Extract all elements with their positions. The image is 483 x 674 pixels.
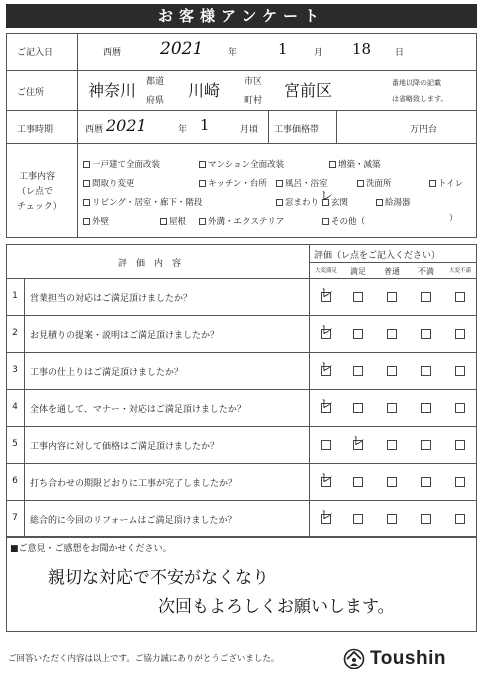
price-range-label: 工事価格帯 bbox=[274, 125, 320, 135]
fill-date-era: 西暦 bbox=[103, 48, 122, 58]
work-option[interactable] bbox=[83, 196, 202, 208]
work-period-month-unit: 月頃 bbox=[240, 125, 259, 135]
checkbox[interactable] bbox=[83, 199, 90, 206]
address-label: ご住所 bbox=[17, 88, 45, 98]
rating-tick-mark: レ bbox=[320, 286, 334, 301]
fill-date-month-unit: 月 bbox=[314, 48, 324, 58]
checkbox[interactable] bbox=[160, 218, 167, 225]
work-period-month[interactable]: 1 bbox=[200, 116, 210, 134]
checkbox[interactable] bbox=[376, 199, 383, 206]
rating-checkbox[interactable] bbox=[421, 440, 431, 450]
work-option-label: 窓まわり bbox=[285, 198, 320, 208]
rating-checkbox[interactable] bbox=[455, 329, 465, 339]
checkbox[interactable] bbox=[429, 180, 436, 187]
rating-checkbox[interactable] bbox=[321, 440, 331, 450]
rating-tick-mark: レ bbox=[320, 397, 334, 412]
work-option-label: 外溝・エクステリア bbox=[208, 217, 285, 227]
rating-level-header: 普通 bbox=[384, 267, 400, 276]
work-option[interactable] bbox=[329, 158, 381, 170]
question-text: 全体を通して、マナー・対応はご満足頂けましたか？ bbox=[30, 405, 246, 415]
work-content-label-3: チェック） bbox=[17, 202, 62, 212]
fill-date-year-unit: 年 bbox=[228, 48, 238, 58]
address-prefecture[interactable]: 神奈川 bbox=[88, 81, 137, 100]
work-option[interactable] bbox=[320, 189, 349, 208]
question-number: 7 bbox=[12, 513, 18, 523]
checkbox[interactable] bbox=[199, 161, 206, 168]
work-option-label: マンション全面改装 bbox=[208, 160, 285, 170]
rating-checkbox[interactable] bbox=[455, 366, 465, 376]
work-content-label-1: 工事内容 bbox=[19, 172, 56, 182]
work-option-label: 玄関 bbox=[331, 198, 349, 208]
work-period-label: 工事時期 bbox=[17, 125, 54, 135]
price-range-unit: 万円台 bbox=[410, 125, 438, 135]
work-option-label: 一戸建て全面改装 bbox=[92, 160, 161, 170]
work-option-label: 外壁 bbox=[92, 217, 110, 227]
rating-level-header: 満足 bbox=[350, 267, 366, 276]
work-option[interactable] bbox=[83, 215, 109, 227]
row-divider bbox=[6, 352, 477, 353]
work-option[interactable] bbox=[276, 177, 328, 189]
address-note-line1: 番地以降の記載 bbox=[392, 79, 441, 87]
work-option-label: トイレ bbox=[438, 179, 464, 189]
question-text: 打ち合わせの期限どおりに工事が完了しましたか？ bbox=[30, 479, 238, 489]
address-city-suffix-top: 市区 bbox=[244, 77, 263, 87]
address-city[interactable]: 川崎 bbox=[188, 81, 221, 100]
footer-thanks: ご回答いただく内容は以上です。ご協力誠にありがとうございました。 bbox=[8, 654, 280, 664]
address-city-suffix-bottom: 町村 bbox=[244, 96, 263, 106]
rating-checkbox[interactable] bbox=[455, 440, 465, 450]
work-period-era: 西暦 bbox=[85, 125, 104, 135]
work-option[interactable] bbox=[199, 177, 267, 189]
rating-level-header: 大変満足 bbox=[314, 268, 337, 274]
question-number: 2 bbox=[12, 328, 18, 338]
row-divider bbox=[6, 389, 477, 390]
work-option[interactable] bbox=[199, 158, 284, 170]
work-option[interactable] bbox=[83, 177, 135, 189]
rating-checkbox[interactable] bbox=[387, 403, 397, 413]
question-number: 1 bbox=[12, 291, 18, 301]
rating-checkbox[interactable] bbox=[421, 366, 431, 376]
question-text: 工事内容に対して価格はご満足頂けましたか？ bbox=[30, 442, 220, 452]
rating-checkbox[interactable] bbox=[455, 292, 465, 302]
rating-checkbox[interactable] bbox=[387, 440, 397, 450]
work-option-label: リビング・居室・廊下・階段 bbox=[92, 198, 203, 208]
row-divider bbox=[6, 500, 477, 501]
checkbox[interactable] bbox=[83, 180, 90, 187]
question-text: 総合的に今回のリフォームはご満足頂けましたか？ bbox=[30, 516, 237, 526]
question-text: 営業担当の対応はご満足頂けましたか？ bbox=[30, 294, 193, 304]
rating-tick-mark: レ bbox=[320, 471, 334, 486]
checkbox[interactable] bbox=[276, 199, 283, 206]
work-option-label: その他（ bbox=[331, 217, 366, 227]
rating-tick-mark: レ bbox=[352, 434, 366, 449]
work-option[interactable] bbox=[429, 177, 463, 189]
evaluation-rating-header: 評価（レ点をご記入ください） bbox=[314, 251, 441, 261]
question-number: 6 bbox=[12, 476, 18, 486]
work-option-label: 増築・減築 bbox=[338, 160, 381, 170]
checkbox[interactable] bbox=[83, 161, 90, 168]
rating-checkbox[interactable] bbox=[387, 514, 397, 524]
address-ward[interactable]: 宮前区 bbox=[284, 81, 333, 100]
checkbox[interactable] bbox=[357, 180, 364, 187]
work-option-label: 風呂・浴室 bbox=[285, 179, 328, 189]
work-option-label: 洗面所 bbox=[366, 179, 392, 189]
page-title: お客様アンケート bbox=[6, 4, 477, 28]
rating-checkbox[interactable] bbox=[421, 329, 431, 339]
checkbox-tick-mark: レ bbox=[320, 189, 334, 204]
rating-checkbox[interactable] bbox=[353, 403, 363, 413]
rating-checkbox[interactable] bbox=[353, 366, 363, 376]
question-text: お見積りの提案・説明はご満足頂けましたか？ bbox=[30, 331, 220, 341]
comments-label: ■ご意見・ご感想をお聞かせください。 bbox=[10, 544, 172, 554]
fill-date-day[interactable]: 18 bbox=[352, 40, 372, 58]
checkbox[interactable] bbox=[83, 218, 90, 225]
work-option[interactable] bbox=[83, 158, 160, 170]
work-option[interactable] bbox=[357, 177, 392, 189]
comment-line-2[interactable]: 次回もよろしくお願いします。 bbox=[158, 597, 395, 617]
rating-checkbox[interactable] bbox=[421, 403, 431, 413]
row-divider bbox=[6, 426, 477, 427]
work-option[interactable] bbox=[376, 196, 411, 208]
rating-level-header: 大変不満 bbox=[448, 268, 471, 274]
work-period-year[interactable]: 2021 bbox=[106, 116, 147, 135]
rating-checkbox[interactable] bbox=[353, 514, 363, 524]
rating-level-header: 不満 bbox=[418, 267, 434, 276]
rating-checkbox[interactable] bbox=[387, 366, 397, 376]
rating-checkbox[interactable] bbox=[387, 292, 397, 302]
fill-date-day-unit: 日 bbox=[395, 48, 405, 58]
row-divider bbox=[6, 463, 477, 464]
work-option-label: キッチン・台所 bbox=[208, 179, 267, 189]
question-number: 4 bbox=[12, 402, 18, 412]
address-pref-suffix-bottom: 府県 bbox=[146, 96, 165, 106]
house-logo-icon bbox=[342, 647, 366, 669]
rating-checkbox[interactable] bbox=[353, 477, 363, 487]
rating-checkbox[interactable] bbox=[387, 329, 397, 339]
fill-date-label: ご記入日 bbox=[17, 48, 54, 58]
rating-checkbox[interactable] bbox=[455, 403, 465, 413]
rating-checkbox[interactable] bbox=[353, 292, 363, 302]
work-option-label: 間取り変更 bbox=[92, 179, 135, 189]
work-option[interactable] bbox=[276, 196, 319, 208]
brand-logo-text: Toushin bbox=[370, 648, 446, 669]
rating-checkbox[interactable] bbox=[353, 329, 363, 339]
address-pref-suffix-top: 都道 bbox=[146, 77, 165, 87]
evaluation-content-header: 評 価 内 容 bbox=[118, 259, 182, 269]
rating-checkbox[interactable] bbox=[421, 514, 431, 524]
work-option-label: 給湯器 bbox=[385, 198, 411, 208]
work-period-year-unit: 年 bbox=[178, 125, 188, 135]
checkbox[interactable] bbox=[276, 180, 283, 187]
checkbox[interactable] bbox=[322, 218, 329, 225]
comment-line-1[interactable]: 親切な対応で不安がなくなり bbox=[48, 568, 269, 588]
work-option-label: 屋根 bbox=[169, 217, 187, 227]
rating-checkbox[interactable] bbox=[421, 477, 431, 487]
row-divider bbox=[6, 315, 477, 316]
work-other-close: ） bbox=[449, 214, 458, 224]
work-option[interactable] bbox=[160, 215, 186, 227]
work-content-label-2: （レ点で bbox=[17, 187, 54, 197]
work-option[interactable] bbox=[199, 215, 284, 227]
rating-tick-mark: レ bbox=[320, 360, 334, 375]
rating-tick-mark: レ bbox=[320, 323, 334, 338]
rating-checkbox[interactable] bbox=[387, 477, 397, 487]
checkbox[interactable] bbox=[199, 218, 206, 225]
evaluation-section bbox=[6, 244, 477, 537]
rating-checkbox[interactable] bbox=[455, 514, 465, 524]
fill-date-month[interactable]: 1 bbox=[278, 40, 288, 58]
question-number: 5 bbox=[12, 439, 18, 449]
rating-checkbox[interactable] bbox=[421, 292, 431, 302]
rating-checkbox[interactable] bbox=[455, 477, 465, 487]
rating-tick-mark: レ bbox=[320, 508, 334, 523]
checkbox[interactable] bbox=[329, 161, 336, 168]
question-text: 工事の仕上りはご満足頂けましたか？ bbox=[30, 368, 184, 378]
work-option[interactable] bbox=[322, 215, 365, 227]
address-note-line2: は省略致します。 bbox=[392, 95, 448, 103]
fill-date-year[interactable]: 2021 bbox=[160, 39, 204, 59]
question-number: 3 bbox=[12, 365, 18, 375]
checkbox[interactable] bbox=[199, 180, 206, 187]
